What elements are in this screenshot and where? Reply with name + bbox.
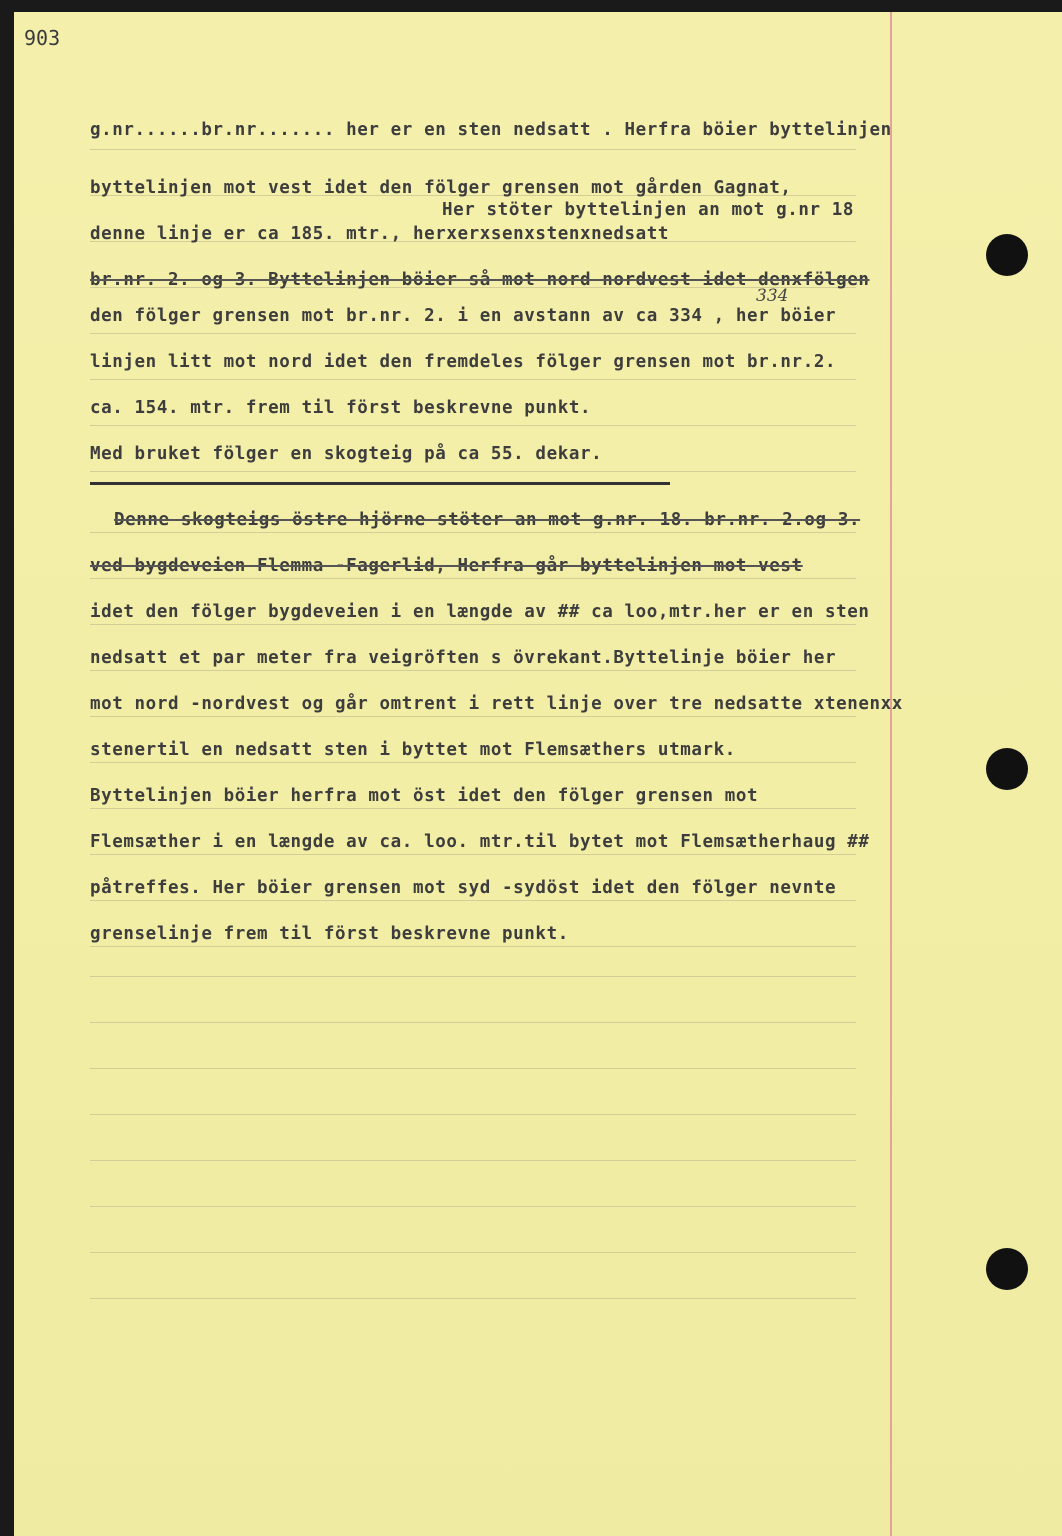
ruled-line bbox=[90, 379, 856, 380]
ruled-line bbox=[90, 1298, 856, 1299]
text-line: idet den fölger bygdeveien i en længde av ## ca loo,mtr.her er en sten bbox=[90, 602, 870, 622]
ruled-line bbox=[90, 946, 856, 947]
ruled-line bbox=[90, 854, 856, 855]
punch-hole bbox=[986, 748, 1028, 790]
ruled-line bbox=[90, 808, 856, 809]
text-line: Flemsæther i en længde av ca. loo. mtr.til bytet mot Flemsætherhaug ## bbox=[90, 832, 870, 852]
ruled-line bbox=[90, 578, 856, 579]
text-line: byttelinjen mot vest idet den fölger grensen mot gården Gagnat, bbox=[90, 178, 792, 198]
text-line: linjen litt mot nord idet den fremdeles fölger grensen mot br.nr.2. bbox=[90, 352, 837, 372]
section-divider bbox=[90, 482, 670, 485]
text-line: grenselinje frem til först beskrevne punkt. bbox=[90, 924, 569, 944]
text-line: Denne skogteigs östre hjörne stöter an mot g.nr. 18. br.nr. 2.og 3. bbox=[114, 510, 861, 530]
text-line: ved bygdeveien Flemma -Fagerlid, Herfra går byttelinjen mot vest bbox=[90, 556, 803, 576]
text-line-insertion: Her stöter byttelinjen an mot g.nr 18 bbox=[442, 200, 855, 220]
ruled-line bbox=[90, 1022, 856, 1023]
ruled-line bbox=[90, 1252, 856, 1253]
ruled-line bbox=[90, 624, 856, 625]
text-line: Med bruket fölger en skogteig på ca 55. dekar. bbox=[90, 444, 603, 464]
text-line: mot nord -nordvest og går omtrent i rett linje over tre nedsatte xtenenxx bbox=[90, 694, 903, 714]
page-number: 903 bbox=[24, 26, 61, 50]
ruled-line bbox=[90, 471, 856, 472]
text-line: denne linje er ca 185. mtr., herxerxsenxstenxnedsatt bbox=[90, 224, 670, 244]
punch-hole bbox=[986, 1248, 1028, 1290]
text-line: stenertil en nedsatt sten i byttet mot Flemsæthers utmark. bbox=[90, 740, 736, 760]
ruled-line bbox=[90, 333, 856, 334]
ruled-line bbox=[90, 900, 856, 901]
margin-line bbox=[890, 12, 892, 1536]
text-line: påtreffes. Her böier grensen mot syd -sydöst idet den fölger nevnte bbox=[90, 878, 837, 898]
text-line: den fölger grensen mot br.nr. 2. i en avstann av ca 334 , her böier bbox=[90, 306, 837, 326]
ruled-line bbox=[90, 1160, 856, 1161]
text-line: nedsatt et par meter fra veigröften s övrekant.Byttelinje böier her bbox=[90, 648, 837, 668]
ruled-line bbox=[90, 716, 856, 717]
text-line: br.nr. 2. og 3. Byttelinjen böier så mot nord nordvest idet denxfölgen bbox=[90, 270, 870, 290]
ruled-line bbox=[90, 1068, 856, 1069]
text-line: g.nr......br.nr....... her er en sten nedsatt . Herfra böier byttelinjen bbox=[90, 120, 892, 140]
ruled-line bbox=[90, 425, 856, 426]
ruled-line bbox=[90, 149, 856, 150]
ruled-line bbox=[90, 976, 856, 977]
ruled-line bbox=[90, 762, 856, 763]
document-page bbox=[14, 12, 1062, 1536]
ruled-line bbox=[90, 1206, 856, 1207]
punch-hole bbox=[986, 234, 1028, 276]
text-line: Byttelinjen böier herfra mot öst idet den fölger grensen mot bbox=[90, 786, 759, 806]
text-line: ca. 154. mtr. frem til först beskrevne punkt. bbox=[90, 398, 592, 418]
handwritten-correction: 334 bbox=[756, 286, 789, 306]
ruled-line bbox=[90, 532, 856, 533]
ruled-line bbox=[90, 670, 856, 671]
ruled-line bbox=[90, 1114, 856, 1115]
